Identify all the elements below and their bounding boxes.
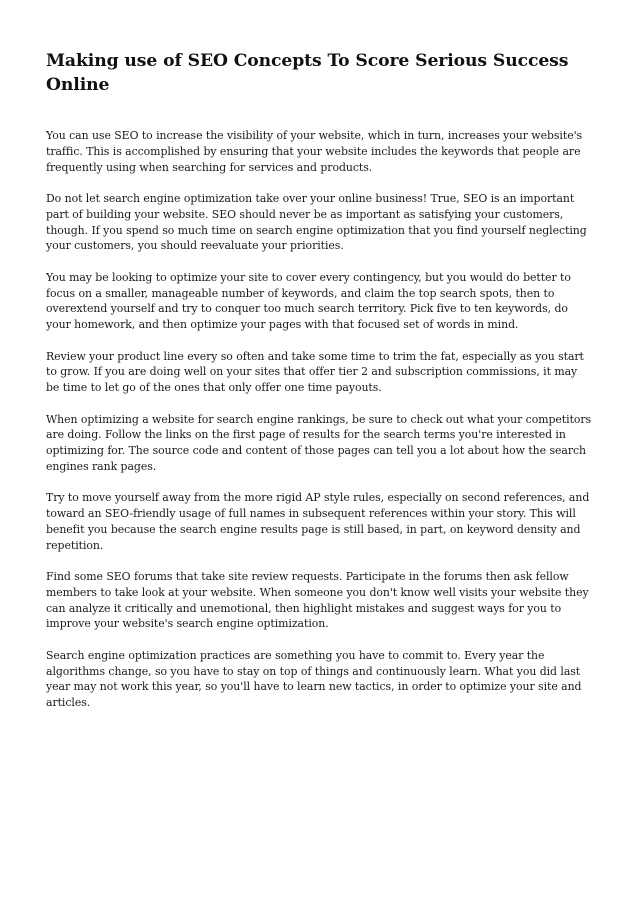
document-title: Making use of SEO Concepts To Score Serious Success Online bbox=[46, 51, 569, 95]
paragraph: You may be looking to optimize your site to cover every contingency, but you would do better to focus on a smaller, manageable number of keywords, and claim the top search spots, then to overextend yourself and try to conquer too much search territory. Pick five to ten keywords, do your homework, and then optimize your pages with that focused set of words in mind. bbox=[46, 270, 571, 332]
document-page bbox=[46, 49, 592, 727]
paragraph: When optimizing a website for search engine rankings, be sure to check out what your competitors are doing. Follow the links on the first page of results for the search terms you're interested in optimizing for. The source code and content of those pages can tell you a lot about how the search engines rank pages. bbox=[46, 412, 592, 473]
paragraph: You can use SEO to increase the visibility of your website, which in turn, increases your website's traffic. This is accomplished by ensuring that your website includes the keywords that people are frequently using when searching for services and products. bbox=[46, 129, 583, 174]
paragraph: Try to move yourself away from the more rigid AP style rules, especially on second references, and toward an SEO-friendly usage of full names in subsequent references within your story. This will benefit you because the search engine results page is still based, in part, on keyword density and repetition. bbox=[46, 491, 590, 552]
paragraph: Search engine optimization practices are something you have to commit to. Every year the algorithms change, so you have to stay on top of things and continuously learn. What you did last year may not work this year, so you'll have to learn new tactics, in order to optimize your site and articles. bbox=[46, 648, 582, 710]
paragraph: Review your product line every so often and take some time to trim the fat, especially as you start to grow. If you are doing well on your sites that offer tier 2 and subscription commissions, it may be time to let go of the ones that only offer one time payouts. bbox=[46, 349, 584, 395]
paragraph: Find some SEO forums that take site review requests. Participate in the forums then ask fellow members to take look at your website. When someone you don't know well visits your website they can analyze it critically and unemotional, then highlight mistakes and suggest ways for you to improve your website's search engine optimization. bbox=[46, 570, 589, 631]
paragraph: Do not let search engine optimization take over your online business! True, SEO is an important part of building your website. SEO should never be as important as satisfying your customers, though. If you spend so much time on search engine optimization that you find yourself neglecting your customers, you should reevaluate your priorities. bbox=[46, 191, 587, 253]
